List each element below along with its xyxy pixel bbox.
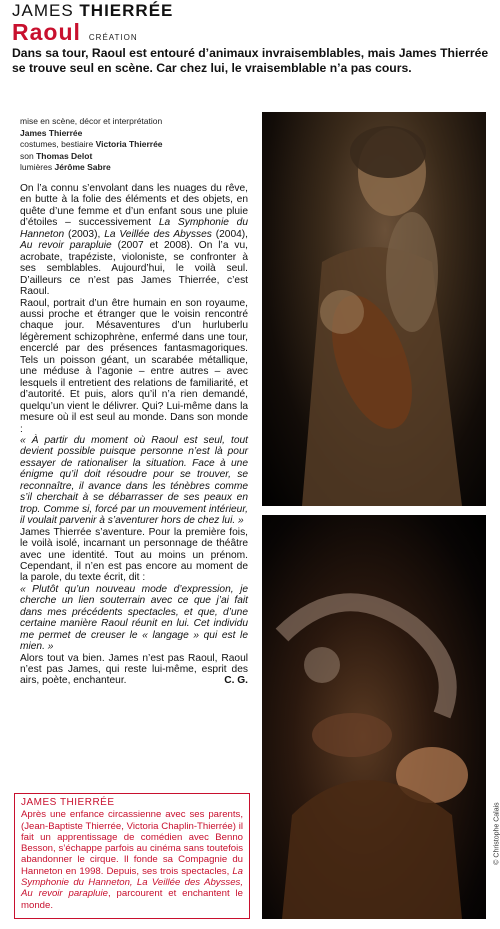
- paragraph: Raoul, portrait d’un être humain en son royaume, aussi proche et étranger que le voisin rencontré chaque jour. Mésaventures d’un hurluberlu légèrement schizophrène, enfermé dans une tour, encerclé par des présences fantasmagoriques. Tels un poisson géant, un scarabée métallique, une méduse à l’agonie – entre autres – avec lesquels il entretient des relations de familiarité, et d’autorité. Et puis, alors qu’il n’a rien demandé, quelqu’un vient le délivrer. Qui? Lui-même dans la mesure où il est seul au monde. Dans son monde :: [20, 297, 248, 435]
- credits-block: [20, 116, 250, 174]
- text-run: (2003),: [64, 228, 105, 240]
- paragraph: [20, 183, 248, 298]
- work-title: La Veillée des Abysses: [104, 228, 212, 240]
- bio-heading: JAMES THIERRÉE: [21, 797, 115, 808]
- photo-illustration: [262, 515, 486, 919]
- lede: Dans sa tour, Raoul est entouré d’animaux invraisemblables, mais James Thierrée se trouve seul en scène. Car chez lui, le vraisemblable n’a pas cours.: [12, 46, 489, 75]
- text-run: , parcourent et enchantent le monde.: [21, 888, 243, 911]
- quote: « Plutôt qu’un nouveau mode d’expression, je cherche un lien souterrain avec ce que j’ai fait dans mes précédents spectacles, et que, d’une certaine manière Raoul réunit en lui. Cet individu me permet de creuser le « langage » qui est le mien. »: [20, 583, 248, 653]
- article-body: [20, 183, 248, 687]
- credit-name: Victoria Thierrée: [95, 139, 163, 149]
- work-title: La Symphonie du Hanneton: [20, 217, 248, 240]
- photo-illustration: [262, 112, 486, 506]
- text-run: (2004),: [211, 228, 248, 240]
- article-header: [12, 2, 492, 76]
- quote: « À partir du moment où Raoul est seul, tout devient possible puisque personne n’est là pour essayer de rationaliser la situation. Face à une énigme qu’il doit résoudre pour se trouver, se reconnaître, il avance dans les ténèbres comme s’il cherchait à se débarrasser de ses peaux en trop. Comme si, forcé par un mouvement intérieur, il voulait parvenir à s’aventurer hors de chez lui. »: [20, 434, 248, 527]
- credit-role: son: [20, 150, 34, 161]
- credit-line: [20, 139, 250, 151]
- credit-role: costumes, bestiaire: [20, 139, 94, 149]
- credit-name: Jérôme Sabre: [54, 162, 111, 172]
- photo-credit: [487, 760, 500, 920]
- credit-line: [20, 128, 250, 140]
- paragraph: James Thierrée s’aventure. Pour la première fois, le voilà isolé, incarnant un personnage de théâtre avec une identité. Tout au moins un prénom. Cependant, il n’en est pas encore au moment de la parole, du texte écrit, dit :: [20, 526, 248, 584]
- text-run: On l’a connu s’envolant dans les nuages du rêve, en butte à la folie des éléments et des objets, en quête d’une femme et d’un enfant sous une pluie d’étoiles – successivement: [20, 183, 248, 229]
- creation-label: CRÉATION: [88, 33, 138, 42]
- credit-name: Thomas Delot: [36, 150, 93, 161]
- show-title: Raoul: [12, 19, 81, 45]
- title-row: [12, 20, 492, 44]
- credit-line: [20, 151, 250, 163]
- bio-text: [21, 809, 243, 911]
- performer-violin-photo: [262, 112, 486, 506]
- performer-lying-photo: [262, 515, 486, 919]
- bio-box: [14, 793, 250, 919]
- credit-line: [20, 116, 250, 128]
- credit-role: lumières: [20, 162, 53, 172]
- paragraph: [20, 653, 248, 687]
- text-run: (2007 et 2008). On l’a vu, acrobate, trapéziste, violoniste, se confronter à ses semblables. Aujourd’hui, le voilà seul. D’ailleurs ce n’est pas James Thierrée, c’est Raoul.: [20, 240, 248, 298]
- text-run: Après une enfance circassienne avec ses parents, (Jean-Baptiste Thierrée, Victoria Chaplin-Thierrée) il fait un apprentissage de comédien avec Benno Besson, s’échappe parfois au cinéma sans toutefois abandonner le cirque. Il fonde sa Compagnie du Hanneton en 1998. Depuis, ses trois spectacles,: [21, 809, 243, 877]
- text-run: Alors tout va bien. James n’est pas Raoul, Raoul n’est pas James, qui reste lui-même, esprit des airs, poète, enchanteur.: [20, 652, 248, 687]
- credit-role: mise en scène, décor et interprétation: [20, 116, 163, 126]
- photo-credit-text: © Christophe Calais: [493, 802, 500, 865]
- artist-last-name: THIERRÉE: [79, 1, 174, 20]
- signature: C. G.: [224, 675, 248, 687]
- credit-line: [20, 162, 250, 174]
- work-title: Au revoir parapluie: [20, 240, 112, 252]
- artist-name: [12, 2, 492, 20]
- work-titles: La Symphonie du Hanneton, La Veillée des Abysses, Au revoir parapluie: [21, 865, 243, 900]
- artist-first-name: JAMES: [12, 1, 74, 20]
- credit-name: James Thierrée: [20, 127, 83, 138]
